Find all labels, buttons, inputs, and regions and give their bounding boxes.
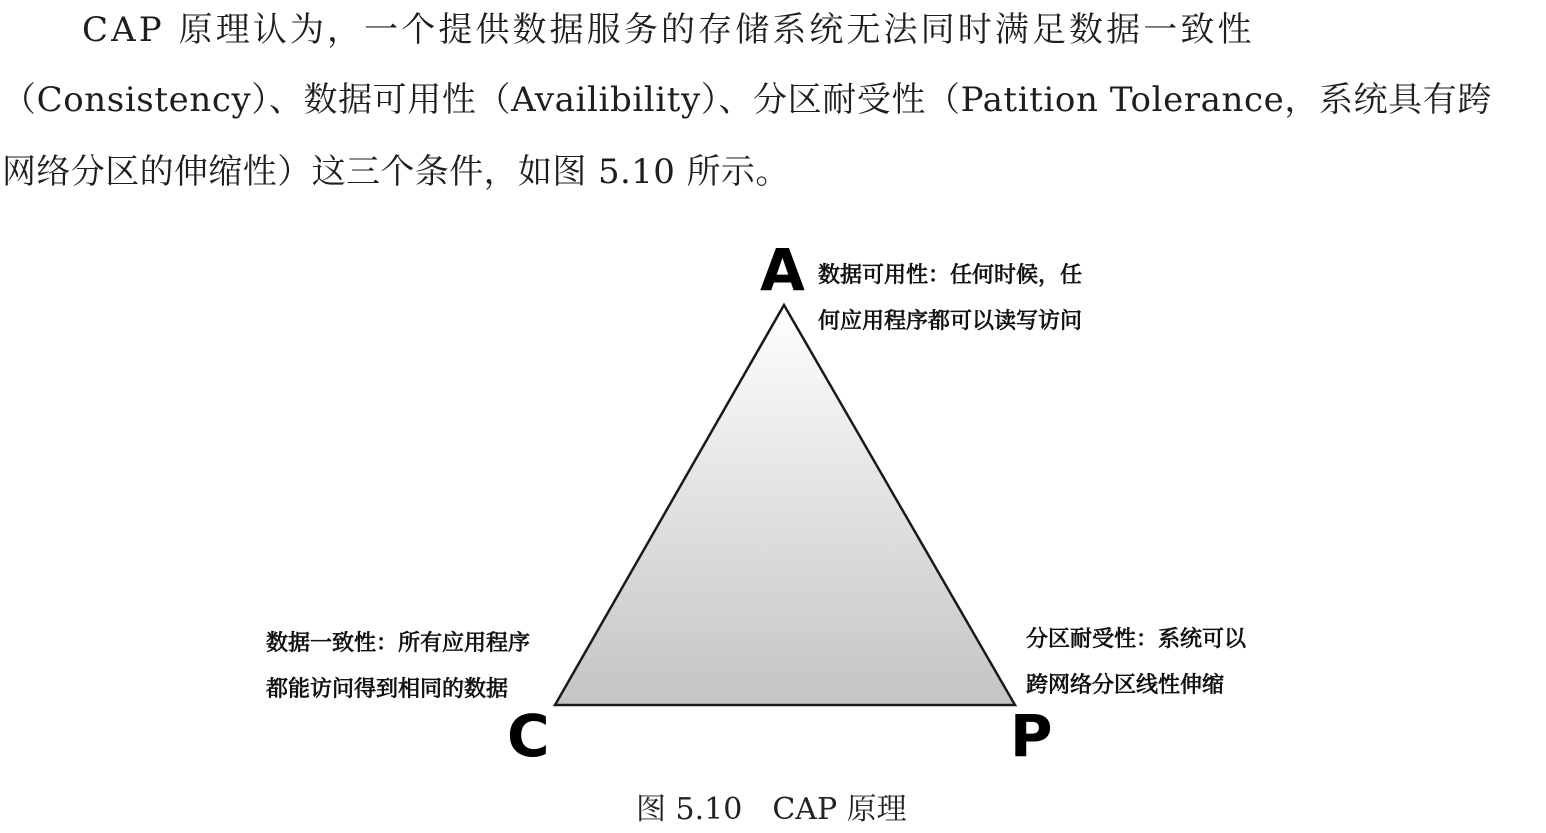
vertex-p-label: P xyxy=(1010,702,1053,770)
consistency-annotation-line-2: 都能访问得到相同的数据 xyxy=(266,677,509,702)
consistency-annotation-line-1: 数据一致性：所有应用程序 xyxy=(266,631,531,656)
partition-annotation-line-1: 分区耐受性：系统可以 xyxy=(1026,627,1247,652)
vertex-c-label: C xyxy=(507,702,550,770)
cap-triangle xyxy=(555,305,1015,705)
paragraph-line-1: CAP 原理认为，一个提供数据服务的存储系统无法同时满足数据一致性 xyxy=(82,10,1255,50)
paragraph-line-3: 网络分区的伸缩性）这三个条件，如图 5.10 所示。 xyxy=(2,152,790,192)
vertex-a-label: A xyxy=(760,236,805,304)
partition-annotation-line-2: 跨网络分区线性伸缩 xyxy=(1026,673,1225,698)
figure-caption: 图 5.10 CAP 原理 xyxy=(636,792,907,827)
paragraph-line-2: （Consistency）、数据可用性（Availibility）、分区耐受性（Patition Tolerance，系统具有跨 xyxy=(2,80,1492,120)
availability-annotation-line-2: 何应用程序都可以读写访问 xyxy=(818,309,1083,334)
availability-annotation-line-1: 数据可用性：任何时候，任 xyxy=(818,263,1083,288)
